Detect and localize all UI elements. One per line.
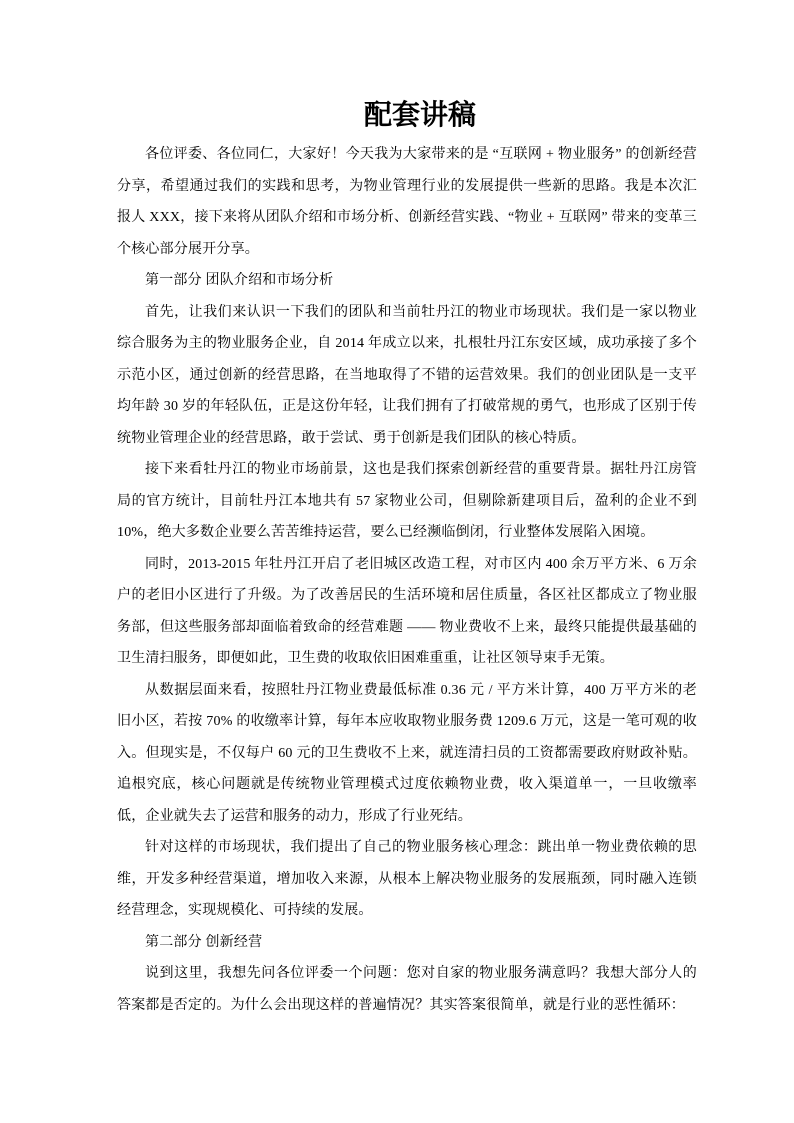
paragraph-core-concept: 针对这样的市场现状，我们提出了自己的物业服务核心理念：跳出单一物业费依赖的思维，开发多种经营渠道，增加收入来源，从根本上解决物业服务的发展瓶颈，同时融入连锁经营理念，实现规模化、可持续的发展。	[117, 840, 697, 918]
paragraph-intro: 各位评委、各位同仁，大家好！今天我为大家带来的是 “互联网 + 物业服务” 的创新经营分享，希望通过我们的实践和思考，为物业管理行业的发展提供一些新的思路。我是本次汇报人 XXX，接下来将从团队介绍和市场分析、创新经营实践、“物业 + 互联网” 带来的变革三个核心部分展开分享。	[117, 147, 697, 257]
section-heading-part-2: 第二部分 创新经营	[145, 934, 263, 950]
paragraph-team-introduction: 首先，让我们来认识一下我们的团队和当前牡丹江的物业市场现状。我们是一家以物业综合服务为主的物业服务企业，自 2014 年成立以来，扎根牡丹江东安区域，成功承接了多个示范小区，通过创新的经营思路，在当地取得了不错的运营效果。我们的创业团队是一支平均年龄 30 岁的年轻队伍，正是这份年轻，让我们拥有了打破常规的勇气，也形成了区别于传统物业管理企业的经营思路，敢于尝试、勇于创新是我们团队的核心特质。	[117, 304, 697, 446]
document-text-block	[117, 93, 697, 1021]
paragraph-market-outlook: 接下来看牡丹江的物业市场前景，这也是我们探索创新经营的重要背景。据牡丹江房管局的官方统计，目前牡丹江本地共有 57 家物业公司，但剔除新建项目后，盈利的企业不到 10%，绝大多数企业要么苦苦维持运营，要么已经濒临倒闭，行业整体发展陷入困境。	[117, 462, 697, 540]
paragraph-renovation-project: 同时，2013-2015 年牡丹江开启了老旧城区改造工程，对市区内 400 余万平方米、6 万余户的老旧小区进行了升级。为了改善居民的生活环境和居住质量，各区社区都成立了物业服务部，但这些服务部却面临着致命的经营难题 —— 物业费收不上来，最终只能提供最基础的卫生清扫服务，即便如此，卫生费的收取依旧困难重重，让社区领导束手无策。	[117, 556, 697, 666]
section-heading-part-1: 第一部分 团队介绍和市场分析	[145, 273, 334, 288]
document-title: 配套讲稿	[363, 100, 476, 131]
paragraph-data-analysis: 从数据层面来看，按照牡丹江物业费最低标准 0.36 元 / 平方米计算，400 万平方米的老旧小区，若按 70% 的收缴率计算，每年本应收取物业服务费 1209.6 万元，这是一笔可观的收入。但现实是，不仅每户 60 元的卫生费收不上来，就连清扫员的工资都需要政府财政补贴。追根究底，核心问题就是传统物业管理模式过度依赖物业费，收入渠道单一，一旦收缴率低，企业就失去了运营和服务的动力，形成了行业死结。	[117, 682, 697, 824]
paragraph-question-to-judges: 说到这里，我想先问各位评委一个问题：您对自家的物业服务满意吗？我想大部分人的答案都是否定的。为什么会出现这样的普遍情况？其实答案很简单，就是行业的恶性循环：	[117, 966, 697, 1013]
